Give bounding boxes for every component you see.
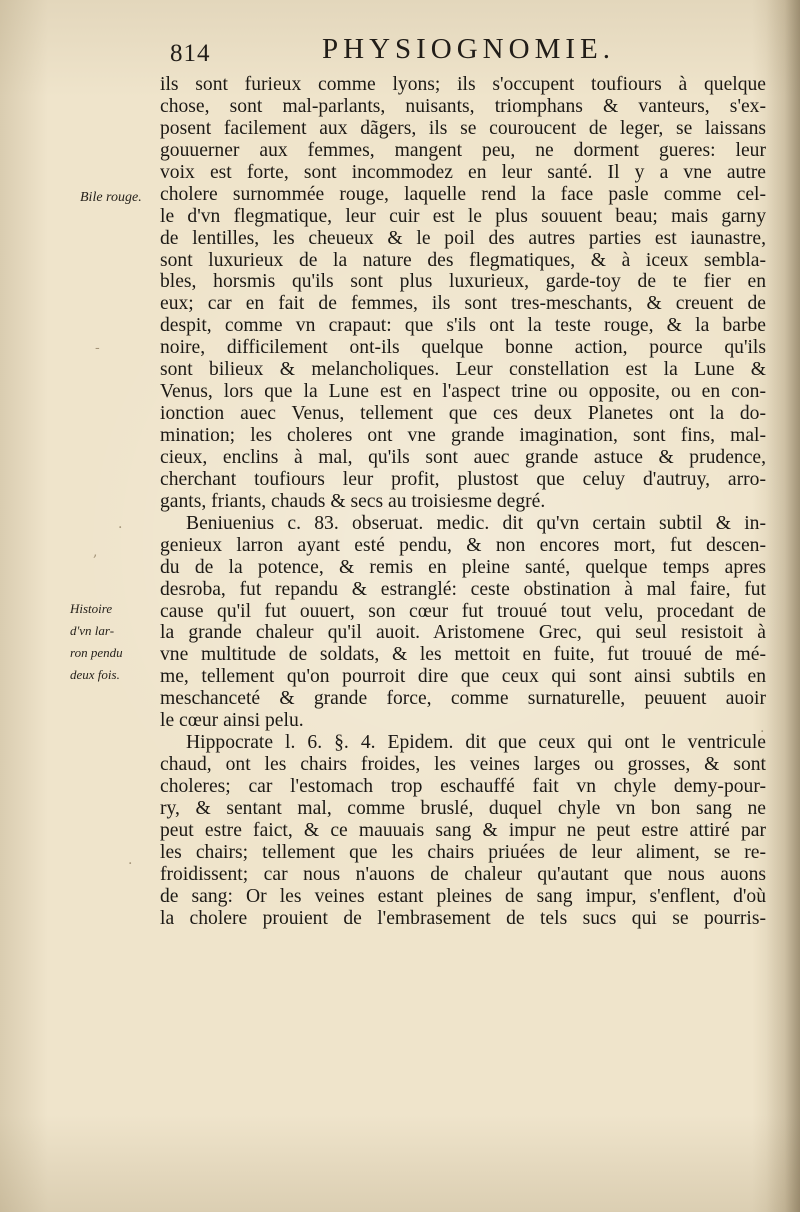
- text-line: vne multitude de soldats, & les mettoit en fuite, fut trouué de mé-: [160, 644, 766, 666]
- text-line: du de la potence, & remis en pleine santé, quelque temps apres: [160, 556, 766, 578]
- text-line: chose, sont mal-parlants, nuisants, triomphans & vanteurs, s'ex-: [160, 95, 766, 117]
- text-line: choleres; car l'estomach trop eschauffé fait vn chyle demy-pour-: [160, 776, 766, 797]
- margin-note-history: [70, 598, 123, 686]
- paper-speck: .: [760, 720, 765, 736]
- text-line: le cœur ainsi pelu.: [160, 710, 304, 732]
- text-line: ionction auec Venus, tellement que ces deux Planetes ont la do-: [160, 403, 766, 425]
- margin-note-line: ron pendu: [70, 645, 123, 660]
- text-line: sont bilieux & melancholiques. Leur constellation est la Lune &: [160, 359, 766, 381]
- page-number: 814: [170, 40, 211, 67]
- text-line: peut estre faict, & ce mauuais sang & impur ne peut estre attiré par: [160, 819, 766, 841]
- text-line: les chairs; tellement que les chairs priuées de leur aliment, se re-: [160, 841, 766, 863]
- text-line: de sang: Or les veines estant pleines de sang impur, s'enflent, d'où: [160, 885, 766, 907]
- text-line: bles, horsmis qu'ils sont plus luxurieux, garde-toy de te fier en: [160, 271, 766, 293]
- margin-note-line: deux fois.: [70, 667, 120, 682]
- paper-speck: ·: [118, 520, 123, 536]
- text-line: ils sont furieux comme lyons; ils s'occupent toufiours à quelque: [160, 74, 766, 95]
- margin-note-line: Histoire: [70, 601, 113, 616]
- text-line: Hippocrate l. 6. §. 4. Epidem. dit que ceux qui ont le ventricule: [186, 732, 766, 754]
- text-line: genieux larron ayant esté pendu, & non encores mort, fut descen-: [160, 534, 766, 556]
- text-line: le d'vn flegmatique, leur cuir est le plus souuent beau; mais garny: [160, 205, 766, 227]
- text-line: cherchant toufiours leur profit, plustost que celuy d'autruy, arro-: [160, 468, 766, 490]
- text-line: me, tellement qu'on pourroit dire que ceux qui sont ainsi subtils en: [160, 666, 766, 688]
- text-line: desroba, fut repandu & estranglé: ceste obstination à mal faire, fut: [160, 578, 766, 600]
- text-line: eux; car en fait de femmes, ils sont tres-meschants, & creuent de: [160, 293, 766, 315]
- paper-speck: ,: [93, 544, 98, 560]
- main-text-block: [160, 74, 766, 930]
- text-line: sont luxurieux de la nature des flegmatiques, & à iceux sembla-: [160, 249, 766, 271]
- text-line: Beniuenius c. 83. obseruat. medic. dit qu'vn certain subtil & in-: [186, 512, 766, 534]
- margin-note-bile-rouge: Bile rouge.: [80, 190, 142, 205]
- text-line: posent facilement aux dãgers, ils se couroucent de leger, se laissans: [160, 117, 766, 139]
- text-line: cholere surnommée rouge, laquelle rend la face pasle comme cel-: [160, 183, 766, 205]
- text-line: de lentilles, les cheueux & le poil des autres parties est iaunastre,: [160, 227, 766, 249]
- running-head: PHYSIOGNOMIE.: [322, 33, 615, 65]
- text-line: cieux, enclins à mal, qu'ils sont auec grande astuce & prudence,: [160, 446, 766, 468]
- paper-speck: ·: [128, 856, 133, 872]
- text-line: meschanceté & grande force, comme surnaturelle, peuuent auoir: [160, 688, 766, 710]
- text-line: despit, comme vn crapaut: que s'ils ont la teste rouge, & la barbe: [160, 315, 766, 337]
- text-line: la cholere prouient de l'embrasement de tels sucs qui se pourris-: [160, 907, 766, 929]
- page-edge-shadow: [766, 0, 800, 1212]
- margin-note-line: d'vn lar-: [70, 623, 115, 638]
- text-line: cause qu'il fut ouuert, son cœur fut trouué tout velu, procedant de: [160, 600, 766, 622]
- text-line: gants, friants, chauds & secs au troisiesme degré.: [160, 490, 546, 512]
- text-line: la grande chaleur qu'il auoit. Aristomene Grec, qui seul resistoit à: [160, 622, 766, 644]
- text-line: froidissent; car nous n'auons de chaleur qu'autant que nous auons: [160, 863, 766, 885]
- text-line: ry, & sentant mal, comme bruslé, duquel chyle vn bon sang ne: [160, 797, 766, 819]
- text-line: voix est forte, sont incommodez en leur santé. Il y a vne autre: [160, 161, 766, 183]
- text-line: Venus, lors que la Lune est en l'aspect trine ou opposite, ou en con-: [160, 381, 766, 403]
- text-line: chaud, ont les chairs froides, les veines larges ou grosses, & sont: [160, 754, 766, 776]
- text-line: mination; les choleres ont vne grande imagination, sont fins, mal-: [160, 425, 766, 446]
- text-line: gouuerner aux femmes, mangent peu, ne dorment gueres: leur: [160, 139, 766, 161]
- text-line: noire, difficilement ont-ils quelque bonne action, pource qu'ils: [160, 337, 766, 359]
- paper-speck: -: [95, 340, 100, 356]
